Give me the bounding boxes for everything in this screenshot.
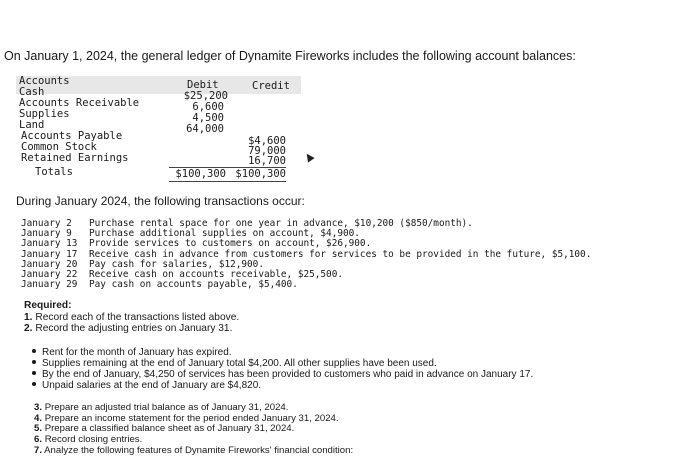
during-text: During January 2024, the following transactions occur: <box>16 194 305 208</box>
bullet-icon <box>32 360 36 364</box>
bullet-item: Supplies remaining at the end of January total $4,200. All other supplies have been used. <box>32 358 437 369</box>
bullet-icon <box>32 371 36 375</box>
required-item: 3. Prepare an adjusted trial balance as of January 31, 2024. <box>34 402 289 413</box>
bullet-item: By the end of January, $4,250 of services has been provided to customers who paid in advance on January 17. <box>32 369 533 380</box>
ledger-debit-ar: 6,600 <box>192 101 224 113</box>
required-item: 4. Prepare an income statement for the period ended January 31, 2024. <box>34 413 339 424</box>
required-item: 2. Record the adjusting entries on January 31. <box>24 323 233 334</box>
ledger-account-common-stock: Common Stock <box>21 141 97 153</box>
ledger-account-ap: Accounts Payable <box>21 130 123 142</box>
header-credit: Credit <box>252 80 290 92</box>
intro-text: On January 1, 2024, the general ledger of Dynamite Fireworks includes the following account balances: <box>4 49 576 63</box>
bullet-item: Rent for the month of January has expired. <box>32 347 232 358</box>
bullet-item: Unpaid salaries at the end of January are $4,820. <box>32 380 261 391</box>
required-title: Required: <box>24 300 72 311</box>
ledger-account-land: Land <box>19 119 45 131</box>
mouse-cursor-icon <box>303 151 314 162</box>
totals-bottom-rule <box>169 181 286 182</box>
ledger-debit-land: 64,000 <box>186 123 224 135</box>
transaction-row: January 20 Pay cash for salaries, $12,900. <box>21 259 264 270</box>
ledger-credit-retained-earnings: 16,700 <box>248 155 286 167</box>
ledger-credit-total: $100,300 <box>235 168 286 180</box>
transaction-row: January 17 Receive cash in advance from customers for services to be provided in the future, $5,100. <box>21 249 592 260</box>
transaction-row: January 29 Pay cash on accounts payable, $5,400. <box>21 279 298 290</box>
ledger-table <box>16 76 301 184</box>
ledger-account-cash: Cash <box>19 86 45 98</box>
required-item: 5. Prepare a classified balance sheet as of January 31, 2024. <box>34 423 295 434</box>
ledger-debit-supplies: 4,500 <box>192 112 224 124</box>
ledger-totals-label: Totals <box>35 166 73 178</box>
required-item: 1. Record each of the transactions listed above. <box>24 312 240 323</box>
transaction-row: January 22 Receive cash on accounts receivable, $25,500. <box>21 269 343 280</box>
ledger-account-supplies: Supplies <box>19 108 70 120</box>
ledger-account-ar: Accounts Receivable <box>19 97 140 109</box>
ledger-account-retained-earnings: Retained Earnings <box>21 152 129 164</box>
required-item: 7. Analyze the following features of Dynamite Fireworks' financial condition: <box>34 445 354 456</box>
header-debit: Debit <box>187 79 219 91</box>
transaction-row: January 9 Purchase additional supplies on account, $4,900. <box>21 228 360 239</box>
ledger-credit-ap: $4,600 <box>248 135 286 147</box>
bullet-icon <box>32 382 36 386</box>
totals-top-rule <box>169 167 286 168</box>
transaction-row: January 2 Purchase rental space for one year in advance, $10,200 ($850/month). <box>21 218 473 229</box>
bullet-icon <box>32 349 36 353</box>
transaction-row: January 13 Provide services to customers on account, $26,900. <box>21 238 372 249</box>
ledger-debit-cash: $25,200 <box>183 90 228 102</box>
ledger-credit-common-stock: 79,000 <box>248 145 286 157</box>
header-accounts: Accounts <box>19 75 70 87</box>
ledger-debit-total: $100,300 <box>175 168 226 180</box>
required-item: 6. Record closing entries. <box>34 434 143 445</box>
